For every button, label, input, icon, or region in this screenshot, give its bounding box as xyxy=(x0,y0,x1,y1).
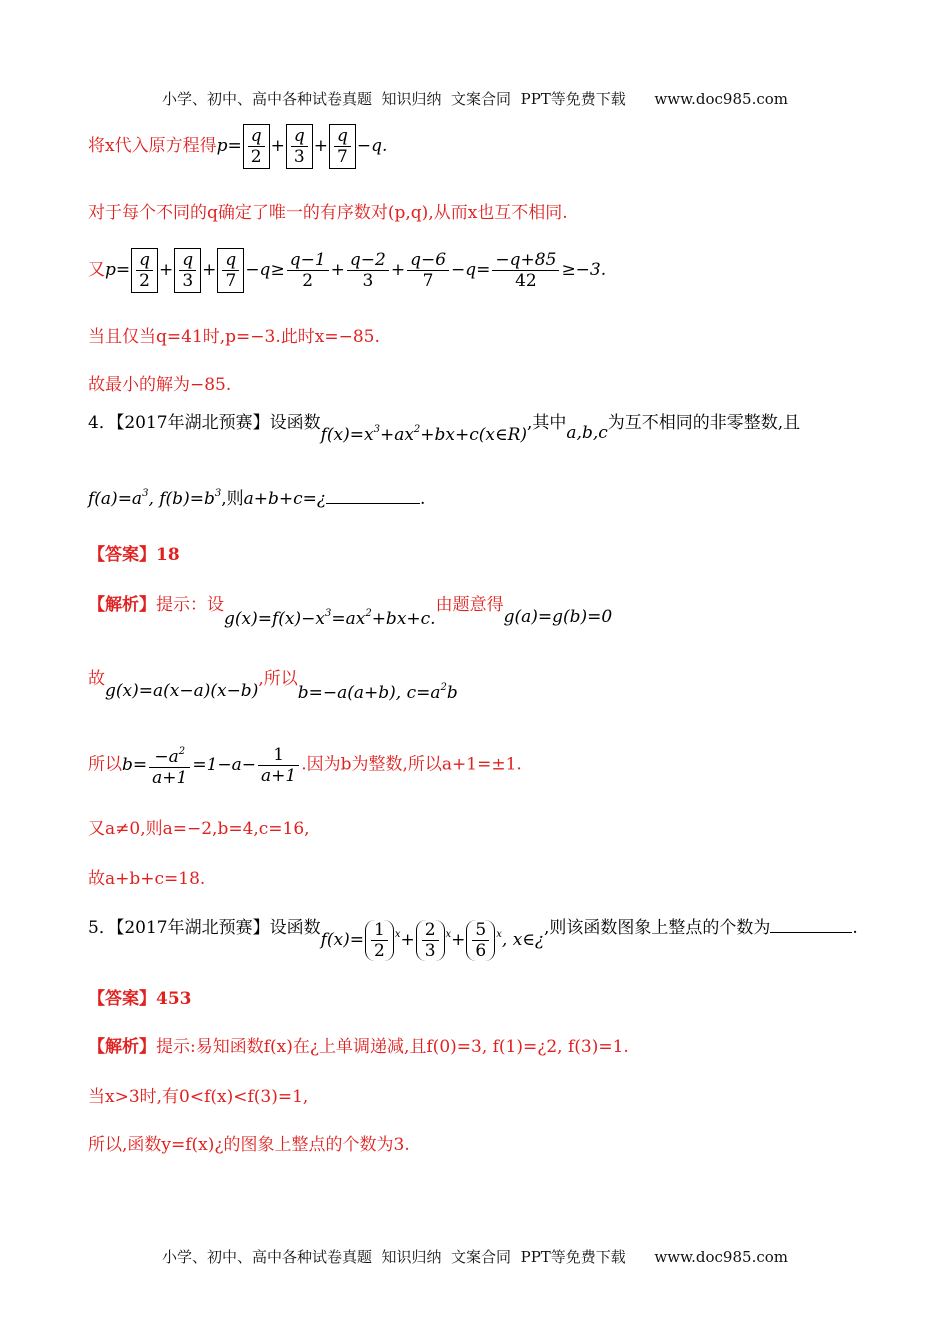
q5-function: f(x)= $\frac{1}{2}$ $^x$+ $\frac{2}{3}$ $^x$+ $\frac{5}{6}$ $^x$, x∈¿ xyxy=(320,920,544,961)
q4-source: 【2017年湖北预赛】 xyxy=(115,413,270,433)
q4-answer xyxy=(88,540,180,565)
q4-analysis-line-2 xyxy=(88,664,458,703)
q4-bc: b=−a(a+b), $c=a^2b$ xyxy=(297,682,458,703)
solution-line-5: 故最小的解为−85. xyxy=(88,375,232,395)
q4-g-def: $g(x)=f(x)-x^3=ax^2+bx+c$. xyxy=(224,608,436,629)
solution-line-4: 当且仅当q=41时,p=−3.此时x=−85. xyxy=(88,327,380,347)
q5-answer xyxy=(88,984,192,1009)
q4-answer-label: 【答案】 xyxy=(88,545,156,565)
q5-number: 5． xyxy=(88,918,116,938)
q4-stem-line-1 xyxy=(88,408,801,445)
formula-p: p= $\frac{q}{2}$ + $\frac{q}{3}$ + $\frac{q}{7}$ −q. xyxy=(216,126,388,167)
q4-g-factored: g(x)=a(x−a)(x−b) xyxy=(105,681,259,701)
q5-analysis-label: 【解析】 xyxy=(88,1037,156,1057)
q4-g-zero: g(a)=g(b)=0 xyxy=(503,607,613,627)
solution-line-3 xyxy=(88,248,606,293)
q4-analysis-line-5: 故a+b+c=18. xyxy=(88,869,206,889)
page-header: 小学、初中、高中各种试卷真题 知识归纳 文案合同 PPT等免费下载 www.doc985.com xyxy=(161,90,788,108)
q4-analysis-line-4: 又a≠0,则a=−2,b=4,c=16, xyxy=(88,819,310,839)
q5-source: 【2017年湖北预赛】 xyxy=(115,918,270,938)
q4-stem-c: 为互不相同的非零整数,且 xyxy=(607,413,801,433)
q4-blank xyxy=(326,503,420,504)
line-1-text: 将x代入原方程得 xyxy=(88,136,217,156)
line-3-text: 又 xyxy=(88,260,105,280)
q4-by-cond: 由题意得 xyxy=(435,595,504,615)
solution-line-2: 对于每个不同的q确定了唯一的有序数对(p,q),从而x也互不相同. xyxy=(88,203,568,223)
q4-analysis-label: 【解析】 xyxy=(88,595,156,615)
q5-answer-value: 453 xyxy=(156,989,192,1009)
q4-stem-b: ,其中 xyxy=(527,413,567,433)
q5-stem-a: 设函数 xyxy=(269,918,321,938)
q4-stem-a: 设函数 xyxy=(269,413,321,433)
q4-answer-value: 18 xyxy=(156,545,180,565)
q4-analysis-line-1 xyxy=(88,590,613,629)
q4-ask: a+b+c=¿ xyxy=(243,489,326,509)
formula-inequality: p= $\frac{q}{2}$ + $\frac{q}{3}$ + $\frac{q}{7}$ −q≥ $\frac{q-1}{2}$ + $\frac{q-2}{3}$ + $\frac{q-6}{7}$ −q= $\frac{-q+85}{42}$ ≥−3. xyxy=(105,250,607,291)
q5-blank xyxy=(770,932,852,933)
q4-suoyi: ,所以 xyxy=(258,669,298,689)
q4-number: 4． xyxy=(88,413,116,433)
q5-analysis-text-1: 提示:易知函数f(x)在¿上单调递减,且f(0)=3, f(1)=¿2, f(3)=1. xyxy=(156,1037,629,1057)
q4-condition: $f(a)=a^3$, $f(b)=b^3$ xyxy=(88,488,222,509)
q4-analysis-intro: 提示：设 xyxy=(156,595,224,615)
q5-analysis-line-2: 当x>3时,有0<f(x)<f(3)=1, xyxy=(88,1087,309,1107)
q5-analysis-line-3: 所以,函数y=f(x)¿的图象上整点的个数为3. xyxy=(88,1135,410,1155)
page-footer: 小学、初中、高中各种试卷真题 知识归纳 文案合同 PPT等免费下载 www.doc985.com xyxy=(161,1248,788,1266)
q4-stem-d: ,则 xyxy=(221,489,244,509)
q5-stem-b: ,则该函数图象上整点的个数为 xyxy=(543,918,771,938)
q4-b-frac: b= $\frac{-a^2}{a+1}$ =1−a− $\frac{1}{a+1}$ xyxy=(122,755,301,775)
q4-function: $f(x)=x^3+ax^2+bx+c(x\in R)$ xyxy=(320,424,528,445)
q4-so: 故 xyxy=(88,669,105,689)
q4-stem-line-2: $f(a)=a^3$, $f(b)=b^3$,则a+b+c=¿ . xyxy=(88,488,426,509)
q4-abc: a,b,c xyxy=(566,423,608,443)
q4-lb2: .因为b为整数,所以a+1=±1. xyxy=(301,754,522,775)
q5-answer-label: 【答案】 xyxy=(88,989,156,1009)
q5-analysis-line-1 xyxy=(88,1032,629,1057)
q4-lb: 所以 xyxy=(88,754,122,775)
q5-stem: 5．【2017年湖北预赛】设函数f(x)= $\frac{1}{2}$ $^x$+ $\frac{2}{3}$ $^x$+ $\frac{5}{6}$ $^x$, x∈¿,则该函数图象上整点的个数为 . xyxy=(88,918,858,961)
q4-analysis-line-3 xyxy=(88,742,522,788)
solution-line-1 xyxy=(88,124,387,169)
